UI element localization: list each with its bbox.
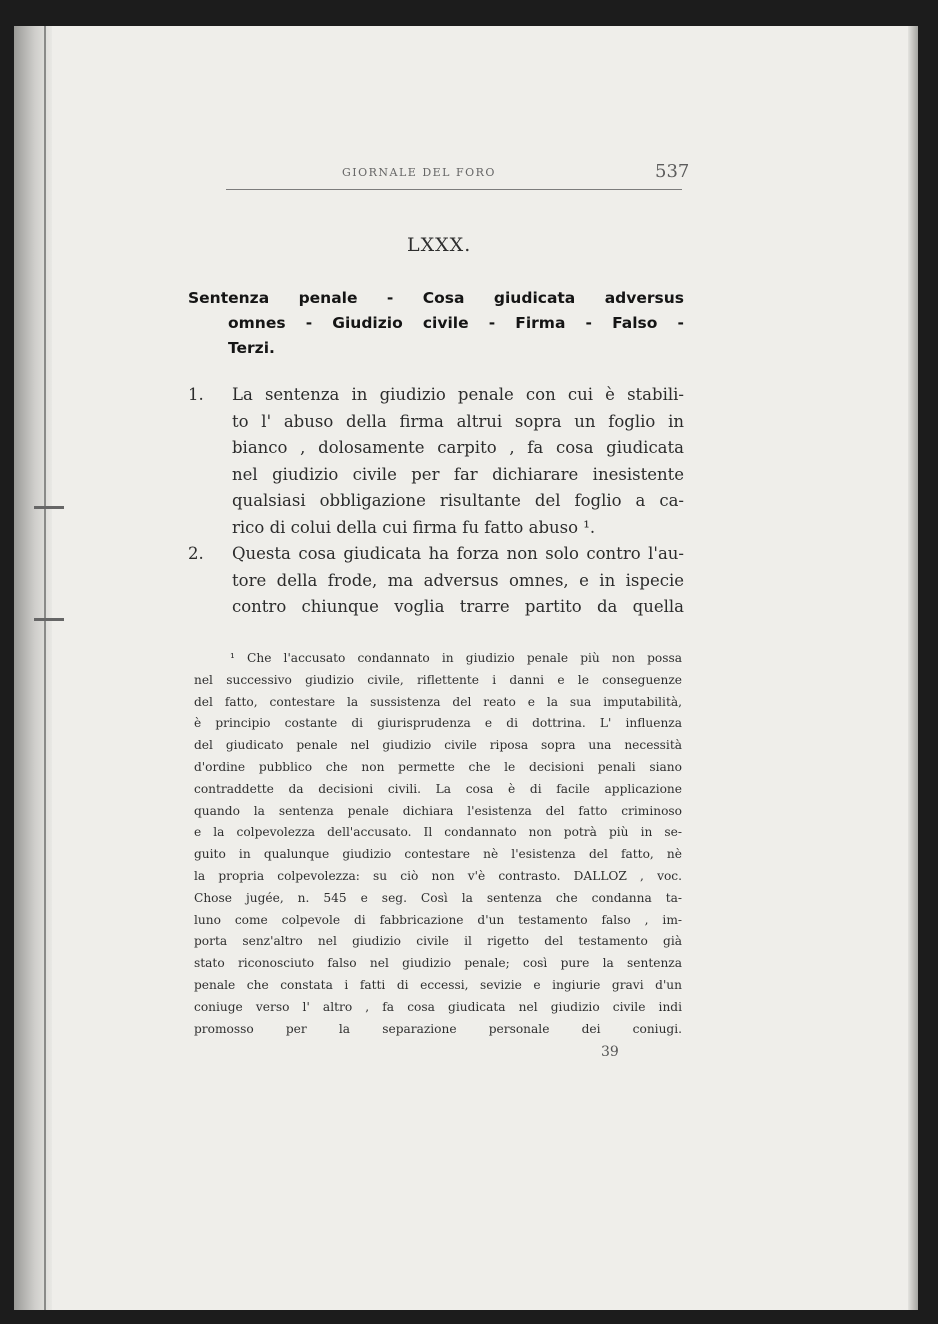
maxim-2	[188, 541, 684, 621]
footnote-line: quando la sentenza penale dichiara l'esistenza del fatto criminoso	[194, 803, 682, 818]
title-line: omnes - Giudizio civile - Firma - Falso -	[228, 314, 684, 332]
footnote	[194, 648, 682, 1040]
maxim-line: Questa cosa giudicata ha forza non solo contro l'au-	[232, 544, 684, 563]
footnote-line: ¹ Che l'accusato condannato in giudizio penale più non possa	[230, 651, 682, 665]
footnote-line: luno come colpevole di fabbricazione d'un testamento falso , im-	[194, 912, 682, 927]
footnote-line: penale che constata i fatti di eccessi, sevizie e ingiurie gravi d'un	[194, 977, 682, 992]
binding-mark	[34, 618, 64, 621]
running-header: GIORNALE DEL FORO	[342, 166, 496, 179]
maxim-line: contro chiunque voglia trarre partito da quella	[232, 597, 684, 616]
footnote-line: è principio costante di giurisprudenza e di dottrina. L' influenza	[194, 716, 682, 731]
maxim-line: nel giudizio civile per far dichiarare inesistente	[232, 464, 684, 484]
binding-shadow	[14, 26, 52, 1310]
signature-mark: 39	[601, 1044, 619, 1060]
maxim-1	[188, 382, 684, 541]
page-number: 537	[655, 161, 690, 182]
maxim-line: to l' abuso della firma altrui sopra un foglio in	[232, 411, 684, 431]
maxim-number: 2.	[188, 544, 204, 563]
binding-edge	[44, 26, 46, 1310]
footnote-line: Chose jugée, n. 545 e seg. Così la sentenza che condanna ta-	[194, 890, 682, 905]
maxim-text	[188, 541, 684, 621]
maxim-line: La sentenza in giudizio penale con cui è stabili-	[232, 385, 684, 404]
title-line: Terzi.	[228, 339, 275, 357]
footnote-line: del fatto, contestare la sussistenza del reato e la sua imputabilità,	[194, 694, 682, 709]
maxim-text	[188, 382, 684, 541]
footnote-line: guito in qualunque giudizio contestare nè l'esistenza del fatto, nè	[194, 847, 682, 862]
footnote-line: e la colpevolezza dell'accusato. Il condannato non potrà più in se-	[194, 825, 682, 840]
maxim-line: bianco , dolosamente carpito , fa cosa giudicata	[232, 438, 684, 457]
maxim-line: tore della frode, ma adversus omnes, e in ispecie	[232, 570, 684, 590]
title-line: Sentenza penale - Cosa giudicata adversus	[188, 289, 684, 307]
footnote-line: nel successivo giudizio civile, riflettente i danni e le conseguenze	[194, 672, 682, 687]
page-edge-shadow	[908, 26, 918, 1310]
footnote-line: promosso per la separazione personale dei coniugi.	[194, 1021, 682, 1036]
footnote-line: coniuge verso l' altro , fa cosa giudicata nel giudizio civile indi	[194, 999, 682, 1014]
binding-mark	[34, 506, 64, 509]
footnote-line: la propria colpevolezza: su ciò non v'è contrasto. DALLOZ , voc.	[194, 868, 682, 883]
footnote-line: contraddette da decisioni civili. La cosa è di facile applicazione	[194, 781, 682, 796]
maxim-number: 1.	[188, 385, 204, 404]
footnote-line: d'ordine pubblico che non permette che le decisioni penali siano	[194, 759, 682, 774]
header-rule	[226, 189, 682, 190]
footnote-line: porta senz'altro nel giudizio civile il rigetto del testamento già	[194, 934, 682, 949]
case-title	[188, 286, 684, 361]
maxim-line: qualsiasi obbligazione risultante del foglio a ca-	[232, 491, 684, 510]
footnote-line: stato riconosciuto falso nel giudizio penale; così pure la sentenza	[194, 956, 682, 971]
footnote-line: del giudicato penale nel giudizio civile riposa sopra una necessità	[194, 738, 682, 753]
maxim-line: rico di colui della cui firma fu fatto abuso ¹.	[232, 517, 596, 537]
section-numeral: LXXX.	[407, 234, 472, 256]
